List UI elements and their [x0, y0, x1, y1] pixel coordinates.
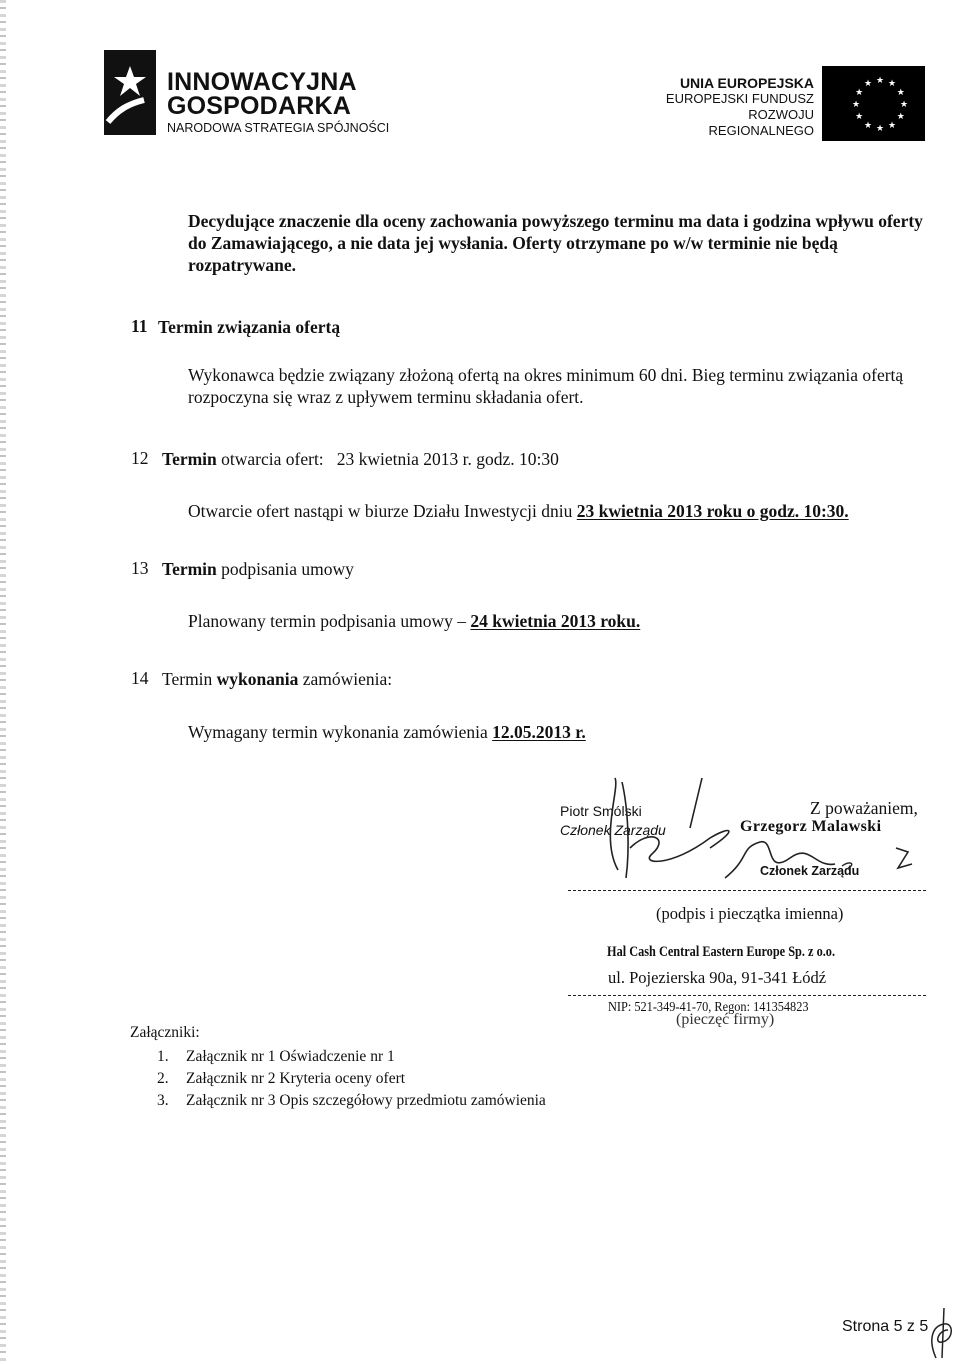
section-12-number: 12	[131, 448, 149, 468]
signature-block	[560, 768, 930, 998]
attachments-label: Załączniki:	[130, 1024, 200, 1041]
attachment-item	[157, 1046, 546, 1068]
eu-fund-line-2: ROZWOJU REGIONALNEGO	[708, 107, 814, 138]
eu-star-icon: ★	[855, 111, 864, 121]
section-11-number: 11	[131, 316, 148, 336]
signature-line	[568, 890, 926, 891]
handwritten-signature-icon	[560, 768, 930, 888]
section-14-heading-prefix: Termin	[162, 669, 217, 689]
attachment-item	[157, 1090, 546, 1112]
section-13-heading-rest: podpisania umowy	[221, 559, 354, 579]
company-stamp-address: ul. Pojezierska 90a, 91-341 Łódź	[608, 968, 827, 987]
section-14-heading-rest: zamówienia:	[298, 669, 393, 689]
eu-star-icon: ★	[855, 87, 864, 97]
section-11-text: Wykonawca będzie związany złożoną ofertą na okres minimum 60 dni. Bieg terminu związania ofertą rozpoczyna się wraz z upływem terminu składania ofert.	[188, 365, 904, 407]
eu-fund-line-1: EUROPEJSKI FUNDUSZ	[665, 91, 814, 106]
eu-star-icon: ★	[899, 99, 909, 109]
page-number: Strona 5 z 5	[842, 1318, 929, 1335]
greeting: Z poważaniem,	[810, 798, 918, 818]
section-12-date: 23 kwietnia 2013 roku o godz. 10:30.	[576, 501, 849, 521]
attachment-text: Załącznik nr 3 Opis szczegółowy przedmiotu zamówienia	[186, 1092, 546, 1109]
section-13-text-prefix: Planowany termin podpisania umowy –	[188, 611, 471, 631]
logo-subtitle: NARODOWA STRATEGIA SPÓJNOŚCI	[167, 121, 390, 135]
section-12-heading-rest: otwarcia ofert: 23 kwietnia 2013 r. godz. 10:30	[221, 449, 559, 469]
stamp-piotr-role: Członek Zarządu	[560, 822, 666, 838]
attachment-text: Załącznik nr 1 Oświadczenie nr 1	[186, 1048, 395, 1065]
section-11-heading: Termin związania ofertą	[158, 317, 341, 337]
section-14-date: 12.05.2013 r.	[492, 722, 586, 742]
section-13-heading-bold: Termin	[162, 559, 217, 579]
stamp-piotr-name: Piotr Smólski	[560, 803, 642, 819]
stamp-name-grzegorz: Grzegorz Malawski	[740, 818, 882, 835]
attachment-number: 3.	[157, 1092, 169, 1109]
eu-star-icon: ★	[863, 119, 873, 130]
eu-flag-icon	[822, 66, 925, 141]
section-14-heading	[162, 668, 392, 690]
section-13-heading	[162, 558, 354, 580]
attachment-text: Załącznik nr 2 Kryteria oceny ofert	[186, 1070, 406, 1087]
section-12-text-prefix: Otwarcie ofert nastąpi w biurze Działu Inwestycji dniu	[188, 501, 577, 521]
eu-star-icon: ★	[896, 87, 905, 97]
section-13-number: 13	[131, 558, 149, 578]
stamp-role-grzegorz: Członek Zarządu	[760, 864, 860, 878]
company-stamp-nip: NIP: 521-349-41-70, Regon: 141354823	[608, 1000, 809, 1015]
section-14-text	[188, 721, 586, 743]
innowacyjna-gospodarka-logo-icon	[104, 50, 156, 135]
eu-star-icon: ★	[896, 111, 905, 121]
company-stamp-line	[568, 995, 926, 996]
eu-title: UNIA EUROPEJSKA	[679, 75, 814, 91]
scan-edge	[0, 0, 6, 1365]
company-stamp-caption: (pieczęć firmy)	[676, 1011, 775, 1028]
eu-star-icon: ★	[887, 78, 897, 89]
attachments-list	[157, 1046, 546, 1112]
logo-title-line-1: INNOWACYJNA	[167, 68, 357, 96]
section-13-text	[188, 610, 640, 632]
section-14-heading-bold: wykonania	[216, 669, 299, 689]
section-12-text	[188, 500, 849, 522]
company-stamp-name: Hal Cash Central Eastern Europe Sp. z o.o.	[607, 944, 836, 960]
eu-fund-text	[640, 91, 814, 139]
section-12-heading	[162, 448, 559, 470]
eu-star-icon: ★	[887, 119, 897, 130]
intro-notice: Decydujące znaczenie dla oceny zachowania powyższego terminu ma data i godzina wpływu oferty do Zamawiającego, a nie data jej wysłania. Oferty otrzymane po w/w terminie nie będą rozpatrywane.	[188, 211, 923, 275]
section-12-heading-bold: Termin	[162, 449, 217, 469]
eu-star-icon: ★	[875, 123, 885, 133]
eu-star-icon: ★	[875, 75, 885, 85]
logo-title	[167, 70, 357, 118]
logo-title-line-2: GOSPODARKA	[167, 92, 351, 120]
attachment-number: 2.	[157, 1070, 169, 1087]
eu-star-icon: ★	[851, 99, 861, 109]
section-13-date: 24 kwietnia 2013 roku.	[470, 611, 641, 631]
eu-star-icon: ★	[863, 78, 873, 89]
signature-caption: (podpis i pieczątka imienna)	[656, 904, 844, 923]
initials-mark-icon	[926, 1300, 958, 1360]
section-14-number: 14	[131, 668, 149, 688]
attachment-number: 1.	[157, 1048, 169, 1065]
attachment-item	[157, 1068, 546, 1090]
section-14-text-prefix: Wymagany termin wykonania zamówienia	[188, 722, 493, 742]
